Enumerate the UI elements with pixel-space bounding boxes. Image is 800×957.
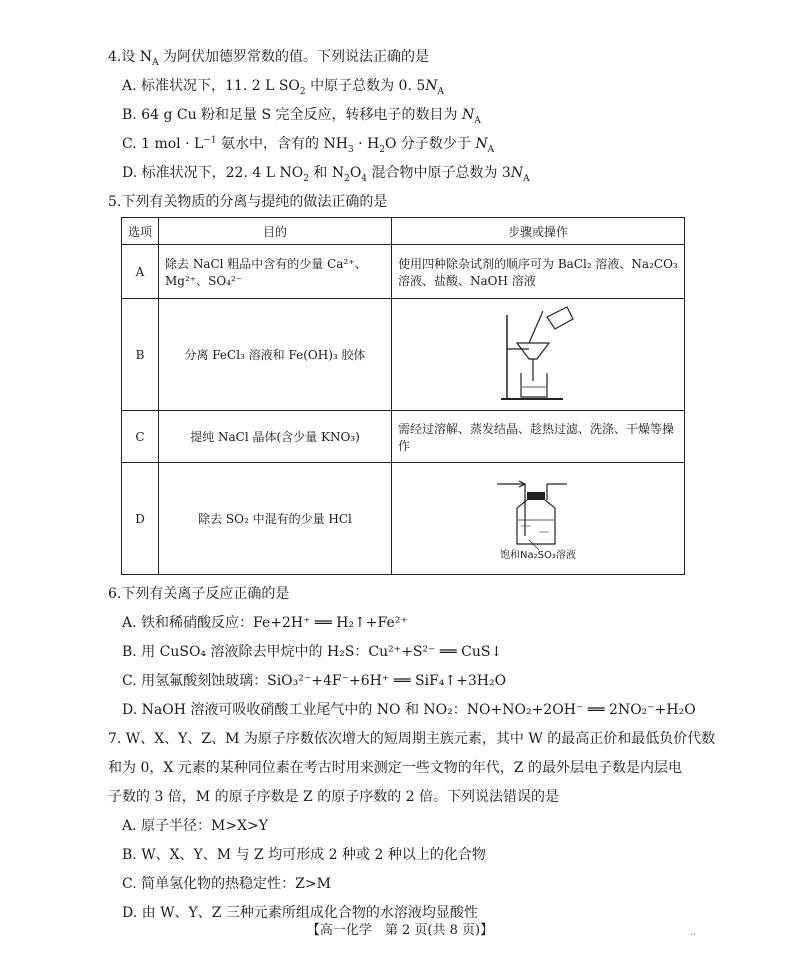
q7-option-d: D. 由 W、Y、Z 三种元素所组成化合物的水溶液均显酸性 [122, 905, 478, 921]
row-d-goal: 除去 SO₂ 中混有的少量 HCl [159, 463, 392, 575]
table-row [122, 299, 685, 411]
filtration-apparatus-illustration [493, 303, 583, 403]
row-c-step: 需经过溶解、蒸发结晶、趁热过滤、洗涤、干燥等操作 [392, 411, 685, 463]
q7-stem-line-1: 7. W、X、Y、Z、M 为原子序数依次增大的短周期主族元素，其中 W 的最高正价和最低负价代数 [108, 731, 716, 747]
q7-option-b: B. W、X、Y、M 与 Z 均可形成 2 种或 2 种以上的化合物 [122, 847, 486, 863]
gas-washing-bottle-illustration [483, 474, 593, 560]
header-option: 选项 [122, 218, 159, 245]
table-row [122, 463, 685, 575]
row-a-step: 使用四种除杂试剂的顺序可为 BaCl₂ 溶液、Na₂CO₃ 溶液、盐酸、NaOH 溶液 [392, 245, 685, 299]
header-goal: 目的 [159, 218, 392, 245]
row-a-option: A [122, 245, 159, 299]
row-b-goal: 分离 FeCl₃ 溶液和 Fe(OH)₃ 胶体 [159, 299, 392, 411]
q7-stem-line-2: 和为 0，X 元素的某种同位素在考古时用来测定一些文物的年代，Z 的最外层电子数是内层电 [108, 760, 682, 776]
separation-table [121, 217, 685, 575]
q6-option-b: B. 用 CuSO₄ 溶液除去甲烷中的 H₂S：Cu²⁺+S²⁻ ══ CuS↓ [122, 644, 503, 660]
page-footer: 【高一化学 第 2 页(共 8 页)】 [306, 923, 494, 938]
bottle-label: 饱和Na₂SO₃溶液 [500, 550, 576, 560]
header-step: 步骤或操作 [392, 218, 685, 245]
q6-option-d: D. NaOH 溶液可吸收硝酸工业尾气中的 NO 和 NO₂：NO+NO₂+2OH⁻ ══ 2NO₂⁻+H₂O [122, 702, 696, 718]
row-d-option: D [122, 463, 159, 575]
q7-stem-line-3: 子数的 3 倍，M 的原子序数是 Z 的原子序数的 2 倍。下列说法错误的是 [108, 789, 560, 805]
table-row [122, 411, 685, 463]
row-d-step [392, 463, 685, 575]
q4-stem: 4.设 $N_A$ 为阿伏加德罗常数的值。下列说法正确的是 [108, 49, 430, 68]
row-c-goal: 提纯 NaCl 晶体(含少量 KNO₃) [159, 411, 392, 463]
table-header-row [122, 218, 685, 245]
q4-option-c: C. 1 mol · $L^{-1}$ 氨水中，含有的 $NH_3 \cdot H_2O$ 分子数少于 $N_A$ [122, 135, 495, 155]
row-b-step [392, 299, 685, 411]
q4-option-a: A. 标准状况下，11. 2 L $SO_2$ 中原子总数为 0. $5N_A$ [122, 78, 445, 97]
q6-stem: 6.下列有关离子反应正确的是 [108, 586, 290, 602]
q7-option-c: C. 简单氢化物的热稳定性：Z>M [122, 876, 331, 892]
q4-option-d: D. 标准状况下，22. 4 L $NO_2$ 和 $N_2O_4$ 混合物中原子总数为 $3N_A$ [122, 165, 530, 184]
row-b-option: B [122, 299, 159, 411]
table-row [122, 245, 685, 299]
q6-option-a: A. 铁和稀硝酸反应：Fe+2H⁺ ══ H₂↑+Fe²⁺ [122, 615, 408, 631]
q7-option-a: A. 原子半径：M>X>Y [122, 818, 269, 834]
row-a-goal: 除去 NaCl 粗品中含有的少量 Ca²⁺、Mg²⁺、SO₄²⁻ [159, 245, 392, 299]
q5-stem: 5.下列有关物质的分离与提纯的做法正确的是 [108, 194, 388, 210]
q4-option-b: B. 64 g Cu 粉和足量 S 完全反应，转移电子的数目为 $N_A$ [122, 107, 481, 126]
q6-option-c: C. 用氢氟酸刻蚀玻璃：SiO₃²⁻+4F⁻+6H⁺ ══ SiF₄↑+3H₂O [122, 673, 507, 689]
row-c-option: C [122, 411, 159, 463]
corner-mark: ·· [690, 930, 696, 940]
